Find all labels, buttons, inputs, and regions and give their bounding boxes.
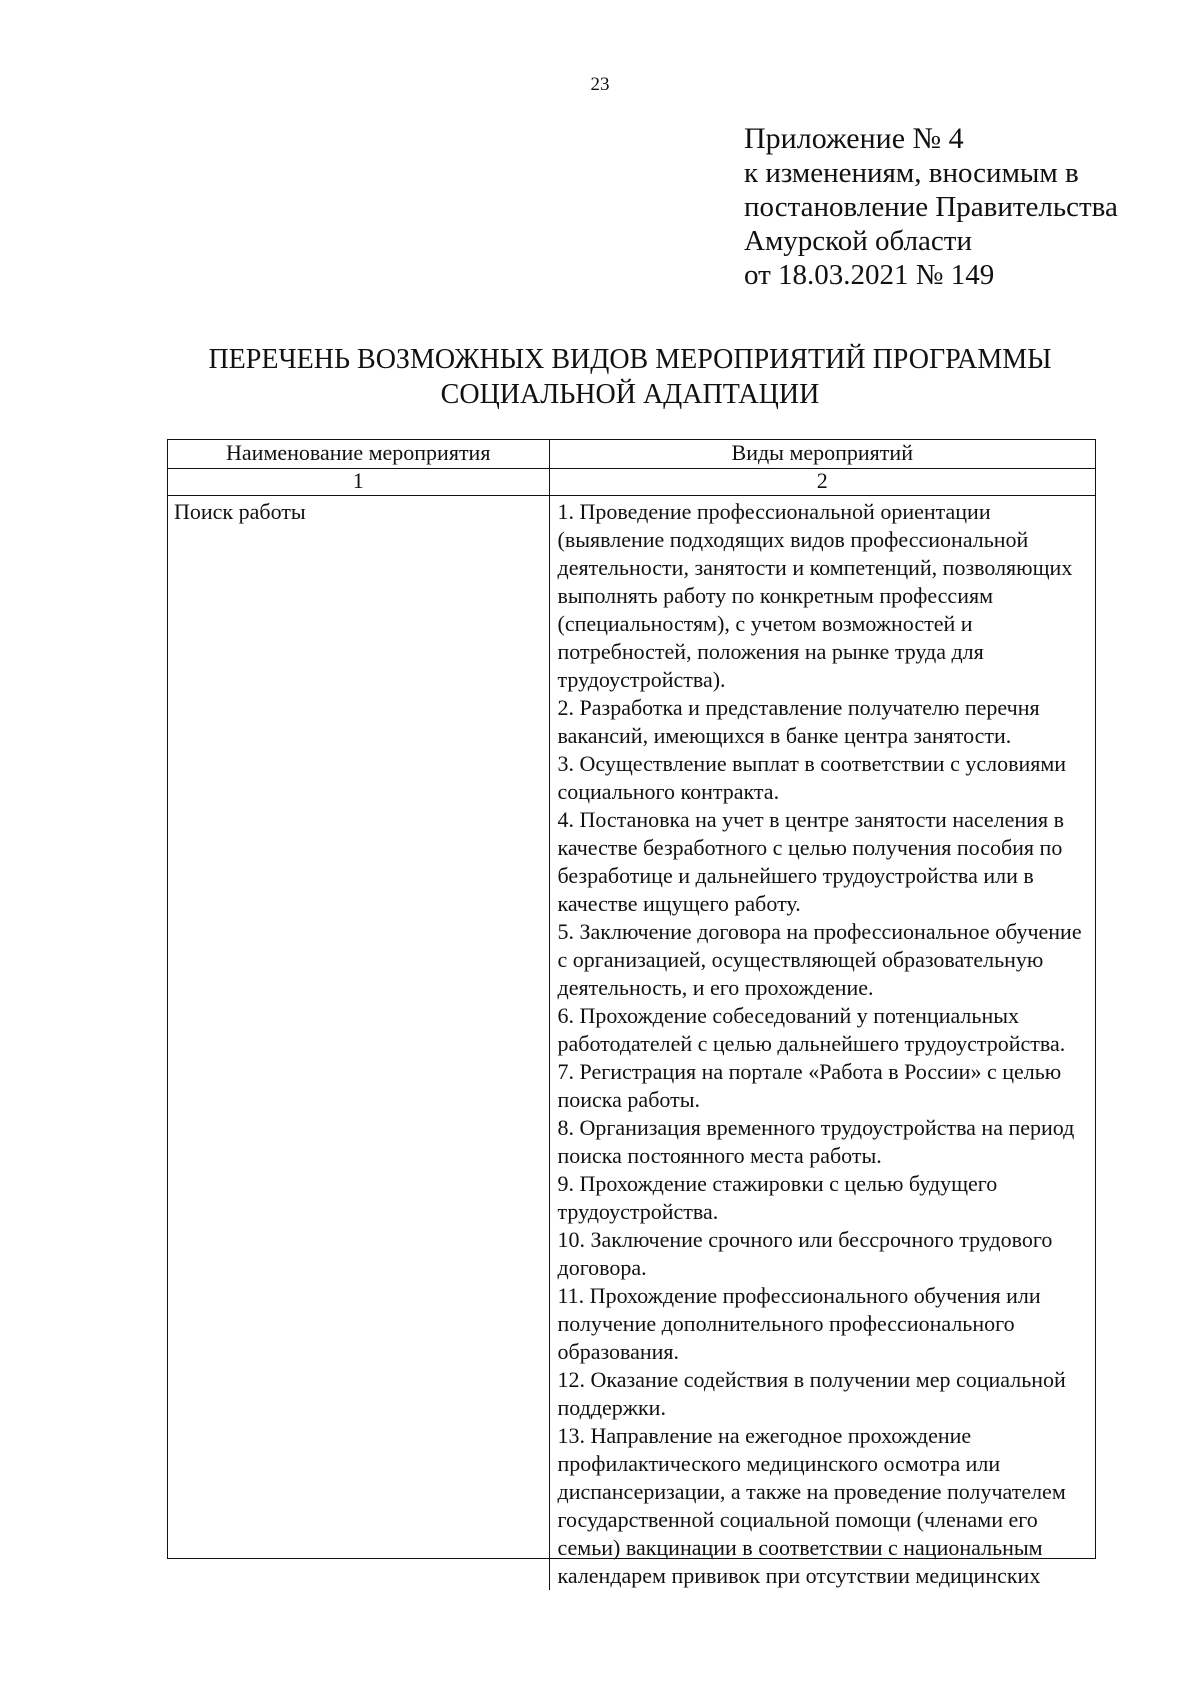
column-number: 1 xyxy=(168,469,549,496)
list-item-line: 5. Заключение договора на профессиональное обучение xyxy=(557,919,1082,944)
list-item xyxy=(558,806,1090,918)
table-row xyxy=(168,496,1095,1591)
list-item xyxy=(558,1366,1090,1422)
list-item-line: государственной социальной помощи (членами его xyxy=(557,1507,1038,1532)
list-item-line: 10. Заключение срочного или бессрочного трудового xyxy=(557,1227,1053,1252)
list-item xyxy=(558,498,1090,694)
list-item-line: поиска постоянного места работы. xyxy=(557,1143,882,1168)
list-item-line: безработице и дальнейшего трудоустройства или в xyxy=(557,863,1034,888)
appendix-line: постановление Правительства xyxy=(744,191,1118,223)
list-item xyxy=(558,694,1090,750)
list-item xyxy=(558,750,1090,806)
list-item-line: деятельность, и его прохождение. xyxy=(557,975,874,1000)
list-item-line: профилактического медицинского осмотра или xyxy=(557,1451,1001,1476)
list-item xyxy=(558,1170,1090,1226)
header-activity-types: Виды мероприятий xyxy=(549,440,1095,469)
title-line: СОЦИАЛЬНОЙ АДАПТАЦИИ xyxy=(440,379,820,410)
list-item-line: семьи) вакцинации в соответствии с национальным xyxy=(557,1535,1043,1560)
list-item-line: договора. xyxy=(557,1255,647,1280)
list-item-line: 11. Прохождение профессионального обучения или xyxy=(557,1283,1041,1308)
column-number: 2 xyxy=(549,469,1095,496)
list-item xyxy=(558,1002,1090,1058)
list-item-line: потребностей, положения на рынке труда для xyxy=(557,639,984,664)
list-item-line: диспансеризации, а также на проведение получателем xyxy=(557,1479,1066,1504)
list-item-line: 2. Разработка и представление получателю перечня xyxy=(557,695,1040,720)
list-item-line: 12. Оказание содействия в получении мер социальной xyxy=(557,1367,1066,1392)
title-line: ПЕРЕЧЕНЬ ВОЗМОЖНЫХ ВИДОВ МЕРОПРИЯТИЙ ПРОГРАММЫ xyxy=(208,344,1052,375)
activity-items-list xyxy=(558,498,1090,1590)
list-item-line: получение дополнительного профессионального xyxy=(557,1311,1015,1336)
list-item-line: 6. Прохождение собеседований у потенциальных xyxy=(557,1003,1019,1028)
list-item-line: 9. Прохождение стажировки с целью будущего xyxy=(557,1171,998,1196)
appendix-block xyxy=(744,122,1118,292)
list-item-line: образования. xyxy=(557,1339,680,1364)
list-item xyxy=(558,1282,1090,1366)
activity-types-cell xyxy=(549,496,1095,1591)
list-item xyxy=(558,1226,1090,1282)
list-item xyxy=(558,918,1090,1002)
list-item-line: 1. Проведение профессиональной ориентации xyxy=(557,499,991,524)
appendix-line: Приложение № 4 xyxy=(744,122,964,155)
list-item-line: 3. Осуществление выплат в соответствии с условиями xyxy=(557,751,1067,776)
header-activity-name: Наименование мероприятия xyxy=(168,440,549,469)
activities-table-grid xyxy=(168,440,1095,1590)
document-title xyxy=(160,342,1100,412)
list-item xyxy=(558,1114,1090,1170)
activity-name-cell: Поиск работы xyxy=(168,496,549,1591)
list-item-line: работодателей с целью дальнейшего трудоустройства. xyxy=(557,1031,1066,1056)
list-item-line: 7. Регистрация на портале «Работа в России» с целью xyxy=(557,1059,1062,1084)
appendix-line: Амурской области xyxy=(744,225,972,257)
activities-table xyxy=(167,439,1096,1588)
list-item-line: 4. Постановка на учет в центре занятости населения в xyxy=(557,807,1064,832)
list-item-line: (выявление подходящих видов профессиональной xyxy=(557,527,1029,552)
list-item xyxy=(558,1058,1090,1114)
list-item-line: 13. Направление на ежегодное прохождение xyxy=(557,1423,972,1448)
list-item-line: социального контракта. xyxy=(557,779,780,804)
list-item-line: (специальностям), с учетом возможностей и xyxy=(557,611,973,636)
list-item-line: вакансий, имеющихся в банке центра занятости. xyxy=(557,723,1012,748)
list-item-line: трудоустройства. xyxy=(557,1199,719,1224)
list-item xyxy=(558,1422,1090,1590)
list-item-line: с организацией, осуществляющей образовательную xyxy=(557,947,1044,972)
column-number-row xyxy=(168,469,1095,496)
list-item-line: деятельности, занятости и компетенций, позволяющих xyxy=(557,555,1073,580)
list-item-line: поддержки. xyxy=(557,1395,666,1420)
list-item-line: календарем прививок при отсутствии медицинских xyxy=(557,1563,1041,1588)
list-item-line: поиска работы. xyxy=(557,1087,700,1112)
appendix-line: к изменениям, вносимым в xyxy=(744,157,1079,189)
list-item-line: трудоустройства). xyxy=(557,667,726,692)
list-item-line: качестве ищущего работу. xyxy=(557,891,801,916)
appendix-line: от 18.03.2021 № 149 xyxy=(744,259,995,291)
list-item-line: 8. Организация временного трудоустройства на период xyxy=(557,1115,1075,1140)
page-number: 23 xyxy=(590,74,610,95)
list-item-line: качестве безработного с целью получения пособия по xyxy=(557,835,1063,860)
list-item-line: выполнять работу по конкретным профессиям xyxy=(557,583,994,608)
table-header-row xyxy=(168,440,1095,469)
